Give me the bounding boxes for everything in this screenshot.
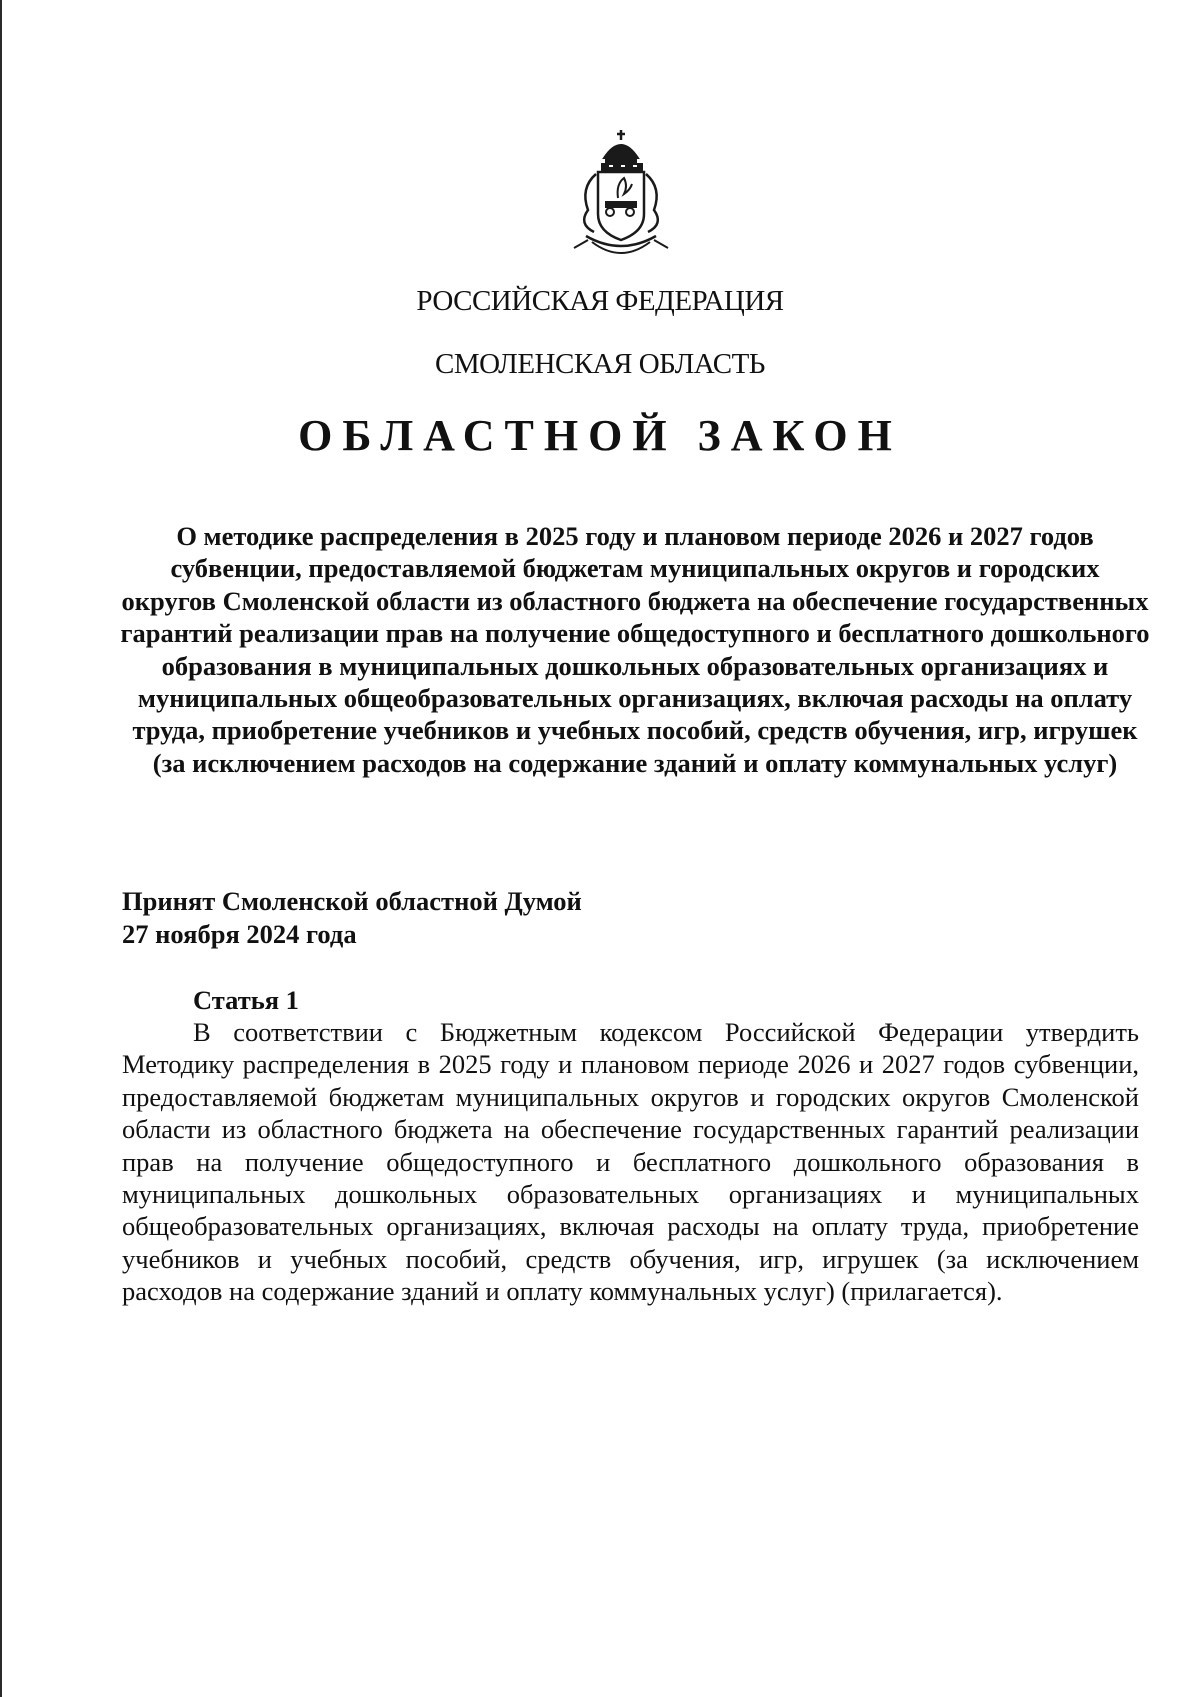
scan-edge [0, 0, 2, 1697]
article-heading: Статья 1 [193, 985, 299, 1015]
article-text: В соответствии с Бюджетным кодексом Российской Федерации утвердить Методику распределения в 2025 году и плановом периоде 2026 и 2027 годов субвенции, предоставляемой бюджетам муниципальных округов и городских округов Смоленской области из областного бюджета на обеспечение государственных гарантий реализации прав на получение общедоступного и бесплатного дошкольного образования в муниципальных дошкольных образовательных организациях и муниципальных общеобразовательных организациях, включая расходы на оплату труда, приобретение учебников и учебных пособий, средств обучения, игр, игрушек (за исключением расходов на содержание зданий и оплату коммунальных услуг) (прилагается). [122, 1017, 1139, 1307]
document-type-heading: ОБЛАСТНОЙ ЗАКОН [298, 411, 902, 460]
adoption-body: Принят Смоленской областной Думой [122, 886, 582, 916]
country-heading: РОССИЙСКАЯ ФЕДЕРАЦИЯ [416, 285, 784, 317]
region-heading: СМОЛЕНСКАЯ ОБЛАСТЬ [435, 348, 765, 380]
law-title: О методике распределения в 2025 году и плановом периоде 2026 и 2027 годов субвенции, предоставляемой бюджетам муниципальных округов и городских округов Смоленской области из областного бюджета на обеспечение государственных гарантий реализации прав на получение общедоступного и бесплатного дошкольного образования в муниципальных дошкольных образовательных организациях и муниципальных общеобразовательных организациях, включая расходы на оплату труда, приобретение учебников и учебных пособий, средств обучения, игр, игрушек (за исключением расходов на содержание зданий и оплату коммунальных услуг) [120, 521, 1150, 778]
adoption-block [122, 885, 582, 951]
adoption-date: 27 ноября 2024 года [122, 919, 357, 949]
coat-of-arms-icon [566, 128, 676, 266]
